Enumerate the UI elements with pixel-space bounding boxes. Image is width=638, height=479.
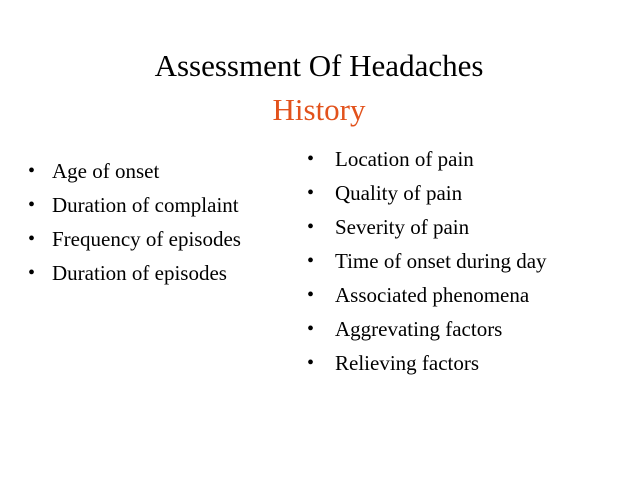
bullet-icon: •	[307, 148, 315, 170]
bullet-icon: •	[28, 262, 36, 284]
list-item-text: Severity of pain	[335, 215, 470, 239]
bullet-icon: •	[307, 352, 315, 374]
list-item-text: Duration of episodes	[52, 261, 227, 285]
bullet-icon: •	[307, 284, 315, 306]
slide-subtitle: History	[272, 92, 366, 127]
bullet-icon: •	[28, 160, 36, 182]
title-block	[0, 44, 638, 132]
list-item-text: Frequency of episodes	[52, 227, 241, 251]
bullet-icon: •	[307, 216, 315, 238]
list-item-text: Quality of pain	[335, 181, 463, 205]
list-item-text: Location of pain	[335, 147, 474, 171]
list-item-text: Age of onset	[52, 159, 160, 183]
list-item-text: Duration of complaint	[52, 193, 239, 217]
slide-title: Assessment Of Headaches	[154, 48, 484, 83]
list-item-text: Associated phenomena	[335, 283, 530, 307]
bullet-icon: •	[307, 318, 315, 340]
bullet-icon: •	[307, 250, 315, 272]
list-item-text: Aggrevating factors	[335, 317, 503, 341]
bullet-icon: •	[307, 182, 315, 204]
list-item-text: Relieving factors	[335, 351, 480, 375]
bullet-icon: •	[28, 194, 36, 216]
bullet-icon: •	[28, 228, 36, 250]
list-item-text: Time of onset during day	[335, 249, 547, 273]
